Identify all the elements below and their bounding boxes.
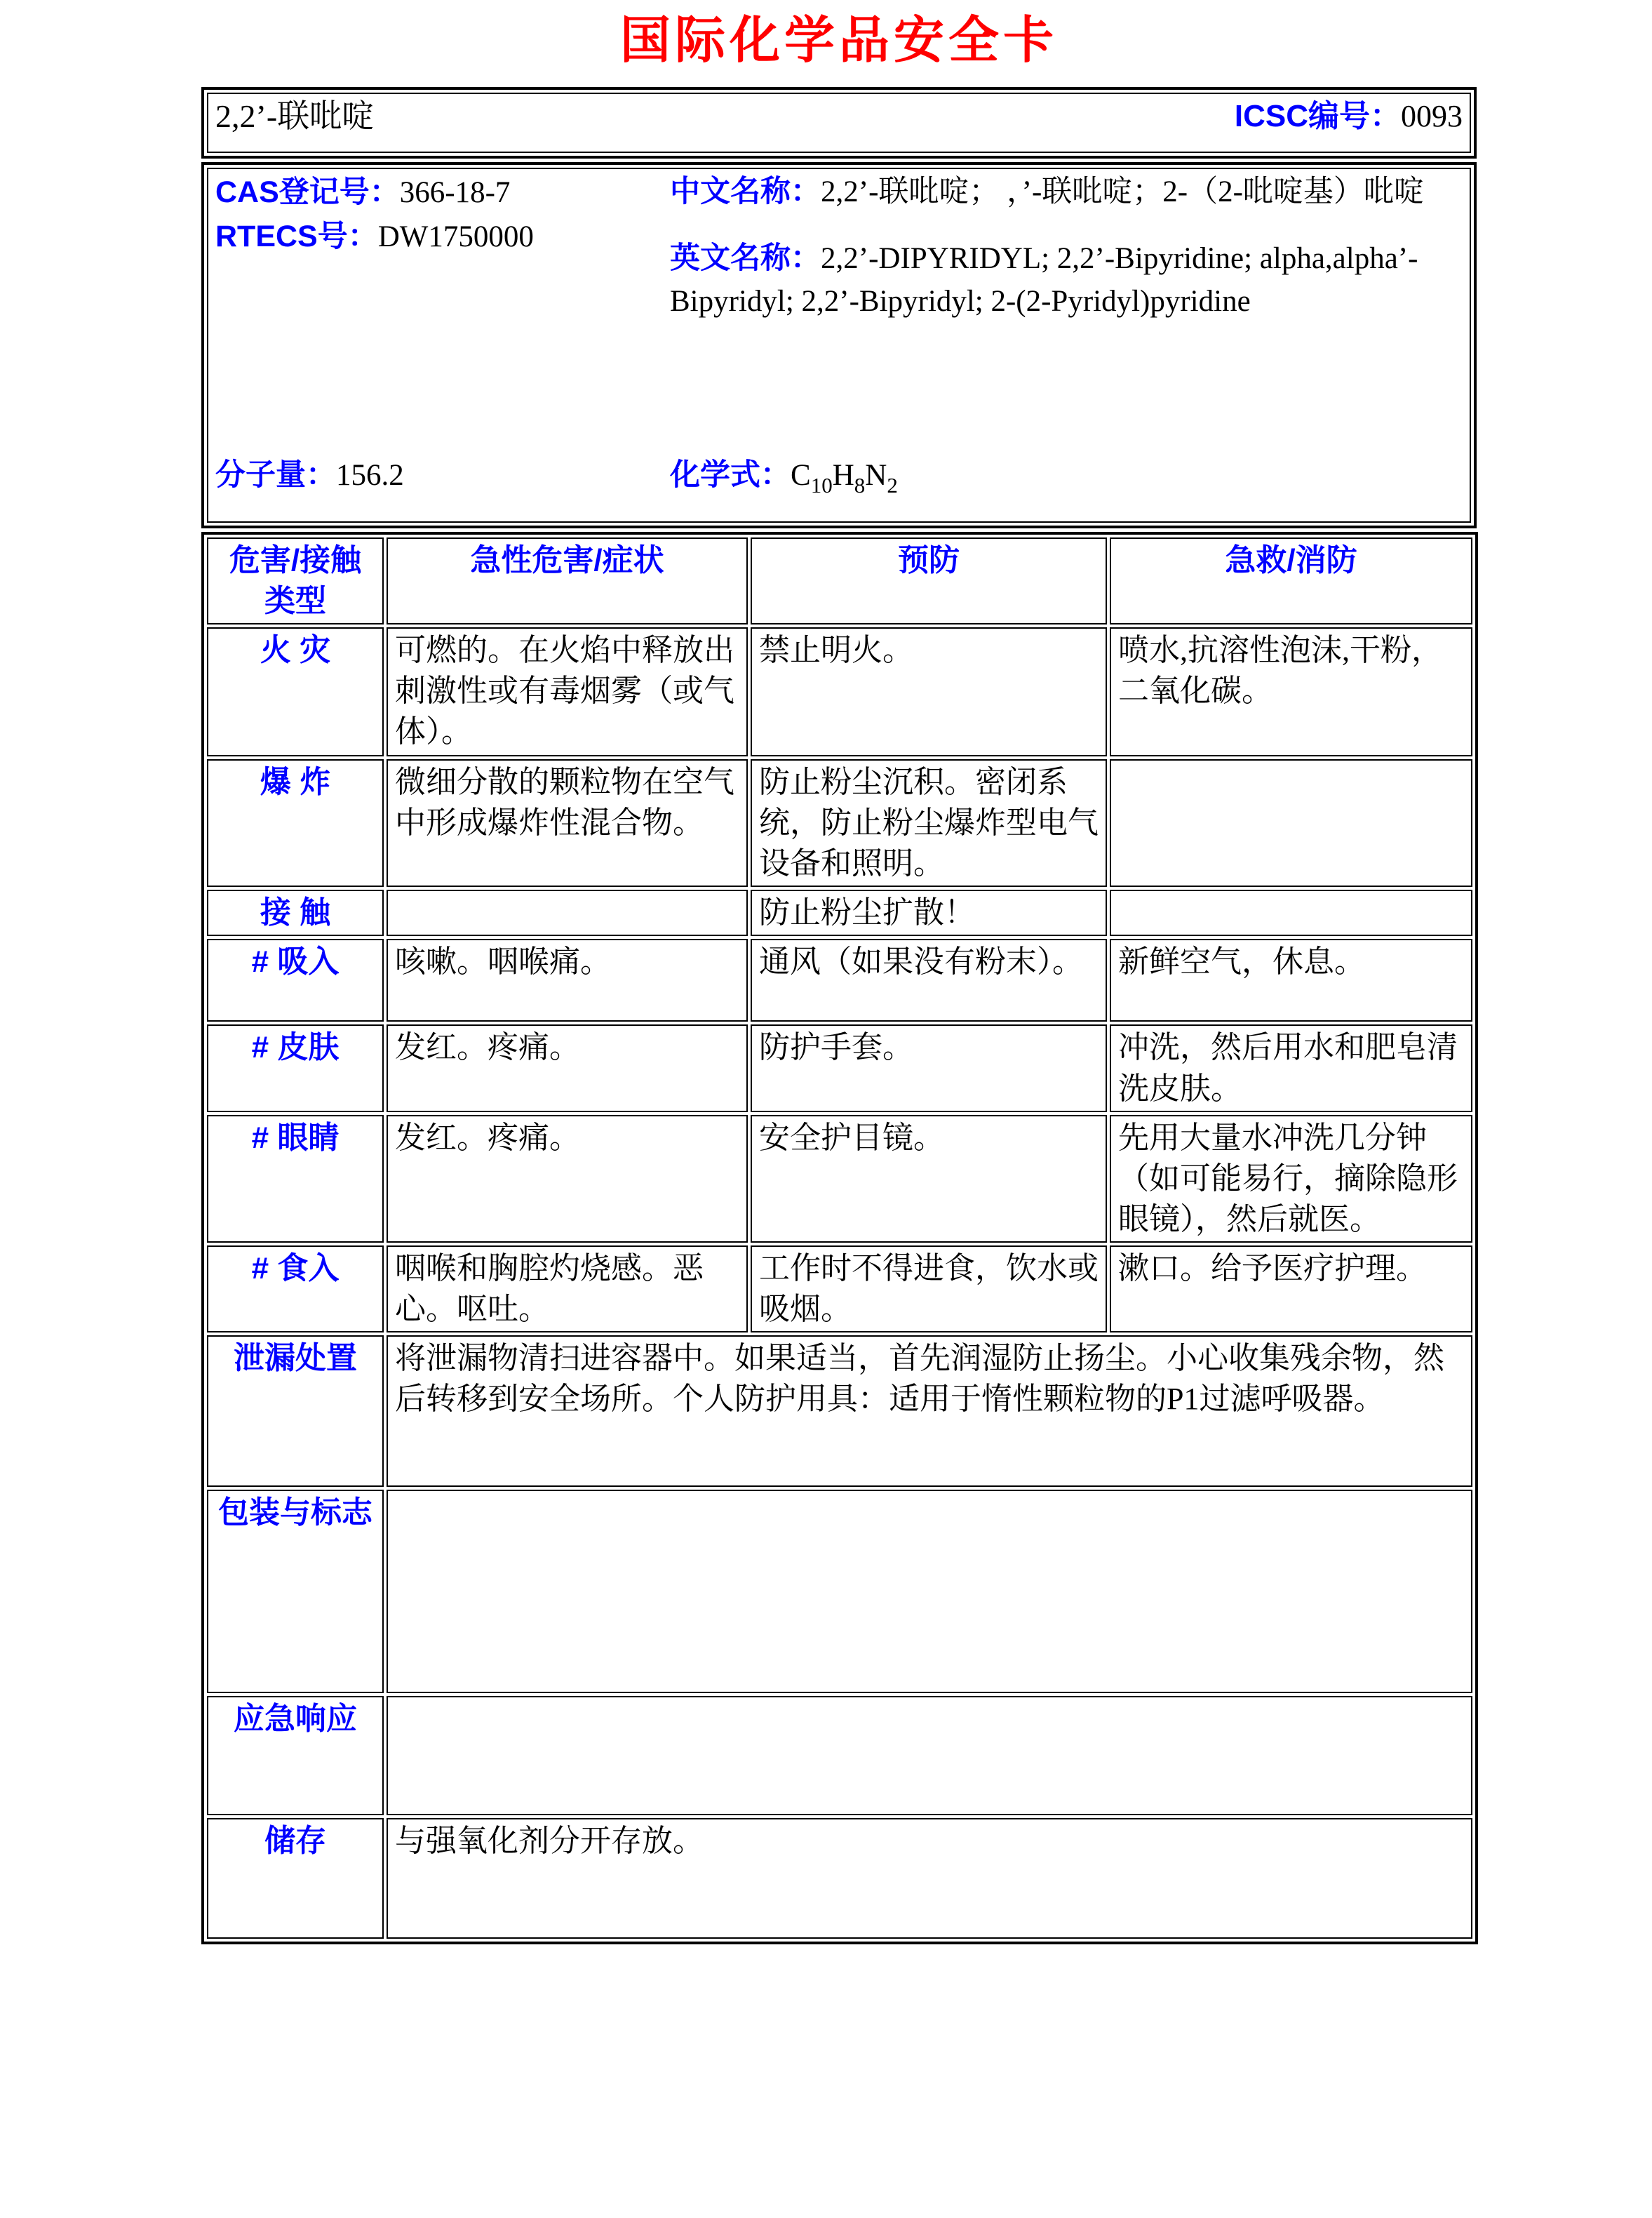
emergency-response-label: 应急响应 xyxy=(207,1696,384,1815)
packaging-label: 包装与标志 xyxy=(207,1490,384,1693)
formula-part: N xyxy=(865,459,887,493)
spillage-content: 将泄漏物清扫进容器中。如果适当，首先润湿防止扬尘。小心收集残余物，然后转移到安全场所。个人防护用具：适用于惰性颗粒物的P1过滤呼吸器。 xyxy=(387,1335,1472,1487)
header-hazard-type: 危害/接触类型 xyxy=(207,537,384,624)
molecular-weight-value: 156.2 xyxy=(336,459,404,493)
prevention-cell: 工作时不得进食，饮水或吸烟。 xyxy=(751,1245,1107,1332)
molecular-weight-line xyxy=(215,455,670,496)
symptoms-cell: 微细分散的颗粒物在空气中形成爆炸性混合物。 xyxy=(387,759,748,887)
emergency-response-content xyxy=(387,1696,1472,1815)
chinese-name-value: 2,2’-联吡啶； ，’-联吡啶；2-（2-吡啶基）吡啶 xyxy=(821,175,1424,208)
storage-row xyxy=(207,1818,1472,1939)
rtecs-value: DW1750000 xyxy=(377,220,534,253)
first-aid-cell xyxy=(1110,759,1472,887)
symptoms-cell: 咽喉和胸腔灼烧感。恶心。呕吐。 xyxy=(387,1245,748,1332)
packaging-content xyxy=(387,1490,1472,1693)
formula-part: C xyxy=(791,459,811,493)
cas-line xyxy=(215,171,670,215)
icsc-label: ICSC编号： xyxy=(1234,99,1401,134)
first-aid-cell xyxy=(1110,890,1472,936)
icsc-card xyxy=(201,0,1477,1948)
header-symptoms: 急性危害/症状 xyxy=(387,537,748,624)
row-type-label: # 吸入 xyxy=(207,939,384,1022)
spillage-label: 泄漏处置 xyxy=(207,1335,384,1487)
registry-numbers xyxy=(215,171,670,323)
symptoms-cell xyxy=(387,890,748,936)
packaging-row xyxy=(207,1490,1472,1693)
storage-content: 与强氧化剂分开存放。 xyxy=(387,1818,1472,1939)
row-type-label: # 皮肤 xyxy=(207,1024,384,1111)
substance-names xyxy=(670,171,1463,323)
symptoms-cell: 咳嗽。咽喉痛。 xyxy=(387,939,748,1022)
chemical-formula xyxy=(791,459,898,498)
formula-part: 2 xyxy=(887,473,898,498)
formula-part: 10 xyxy=(810,473,833,498)
hazard-row-fire xyxy=(207,627,1472,756)
first-aid-cell: 冲洗，然后用水和肥皂清洗皮肤。 xyxy=(1110,1024,1472,1111)
identification-section xyxy=(201,162,1477,528)
storage-label: 储存 xyxy=(207,1818,384,1939)
first-aid-cell: 喷水,抗溶性泡沫,干粉，二氧化碳。 xyxy=(1110,627,1472,756)
rtecs-line xyxy=(215,215,670,259)
prevention-cell: 防止粉尘沉积。密闭系统，防止粉尘爆炸型电气设备和照明。 xyxy=(751,759,1107,887)
header-prevention: 预防 xyxy=(751,537,1107,624)
spillage-row xyxy=(207,1335,1472,1487)
hazard-row-inhalation xyxy=(207,939,1472,1022)
hazard-row-eyes xyxy=(207,1115,1472,1243)
first-aid-cell: 新鲜空气，休息。 xyxy=(1110,939,1472,1022)
first-aid-cell: 漱口。给予医疗护理。 xyxy=(1110,1245,1472,1332)
prevention-cell: 禁止明火。 xyxy=(751,627,1107,756)
hazard-row-skin xyxy=(207,1024,1472,1111)
row-type-label: # 食入 xyxy=(207,1245,384,1332)
prevention-cell: 安全护目镜。 xyxy=(751,1115,1107,1243)
cas-label: CAS登记号： xyxy=(215,175,400,209)
hazard-row-explosion xyxy=(207,759,1472,887)
molecular-weight-label: 分子量： xyxy=(215,458,336,493)
prevention-cell: 防护手套。 xyxy=(751,1024,1107,1111)
emergency-response-row xyxy=(207,1696,1472,1815)
symptoms-cell: 发红。疼痛。 xyxy=(387,1024,748,1111)
english-name-line xyxy=(670,237,1463,323)
formula-line xyxy=(670,455,1463,496)
first-aid-cell: 先用大量水冲洗几分钟（如可能易行，摘除隐形眼镜），然后就医。 xyxy=(1110,1115,1472,1243)
substance-name: 2,2’-联吡啶 xyxy=(215,98,375,134)
symptoms-cell: 可燃的。在火焰中释放出刺激性或有毒烟雾（或气体）。 xyxy=(387,627,748,756)
row-type-label: 火 灾 xyxy=(207,627,384,756)
hazard-row-ingestion xyxy=(207,1245,1472,1332)
english-name-value: 2,2’-DIPYRIDYL; 2,2’-Bipyridine; alpha,alpha’-Bipyridyl; 2,2’-Bipyridyl; 2-(2-Pyridyl)pyridine xyxy=(670,242,1418,319)
formula-part: H xyxy=(832,459,854,493)
substance-name-bar xyxy=(201,87,1477,159)
row-type-label: 接 触 xyxy=(207,890,384,936)
hazard-table-header-row xyxy=(207,537,1472,624)
cas-value: 366-18-7 xyxy=(399,176,511,209)
rtecs-label: RTECS号： xyxy=(215,220,378,253)
icsc-number-field xyxy=(1235,96,1463,137)
page-title: 国际化学品安全卡 xyxy=(619,13,1058,69)
prevention-cell: 防止粉尘扩散！ xyxy=(751,890,1107,936)
formula-part: 8 xyxy=(854,473,866,498)
english-name-label: 英文名称： xyxy=(670,241,821,276)
hazard-row-contact xyxy=(207,890,1472,936)
row-type-label: # 眼睛 xyxy=(207,1115,384,1243)
symptoms-cell: 发红。疼痛。 xyxy=(387,1115,748,1243)
chinese-name-label: 中文名称： xyxy=(670,175,821,208)
header-first-aid: 急救/消防 xyxy=(1110,537,1472,624)
prevention-cell: 通风（如果没有粉末）。 xyxy=(751,939,1107,1022)
chinese-name-line xyxy=(670,171,1463,213)
formula-label: 化学式： xyxy=(670,458,791,493)
row-type-label: 爆 炸 xyxy=(207,759,384,887)
icsc-number: 0093 xyxy=(1401,99,1463,134)
hazard-table xyxy=(201,532,1478,1944)
